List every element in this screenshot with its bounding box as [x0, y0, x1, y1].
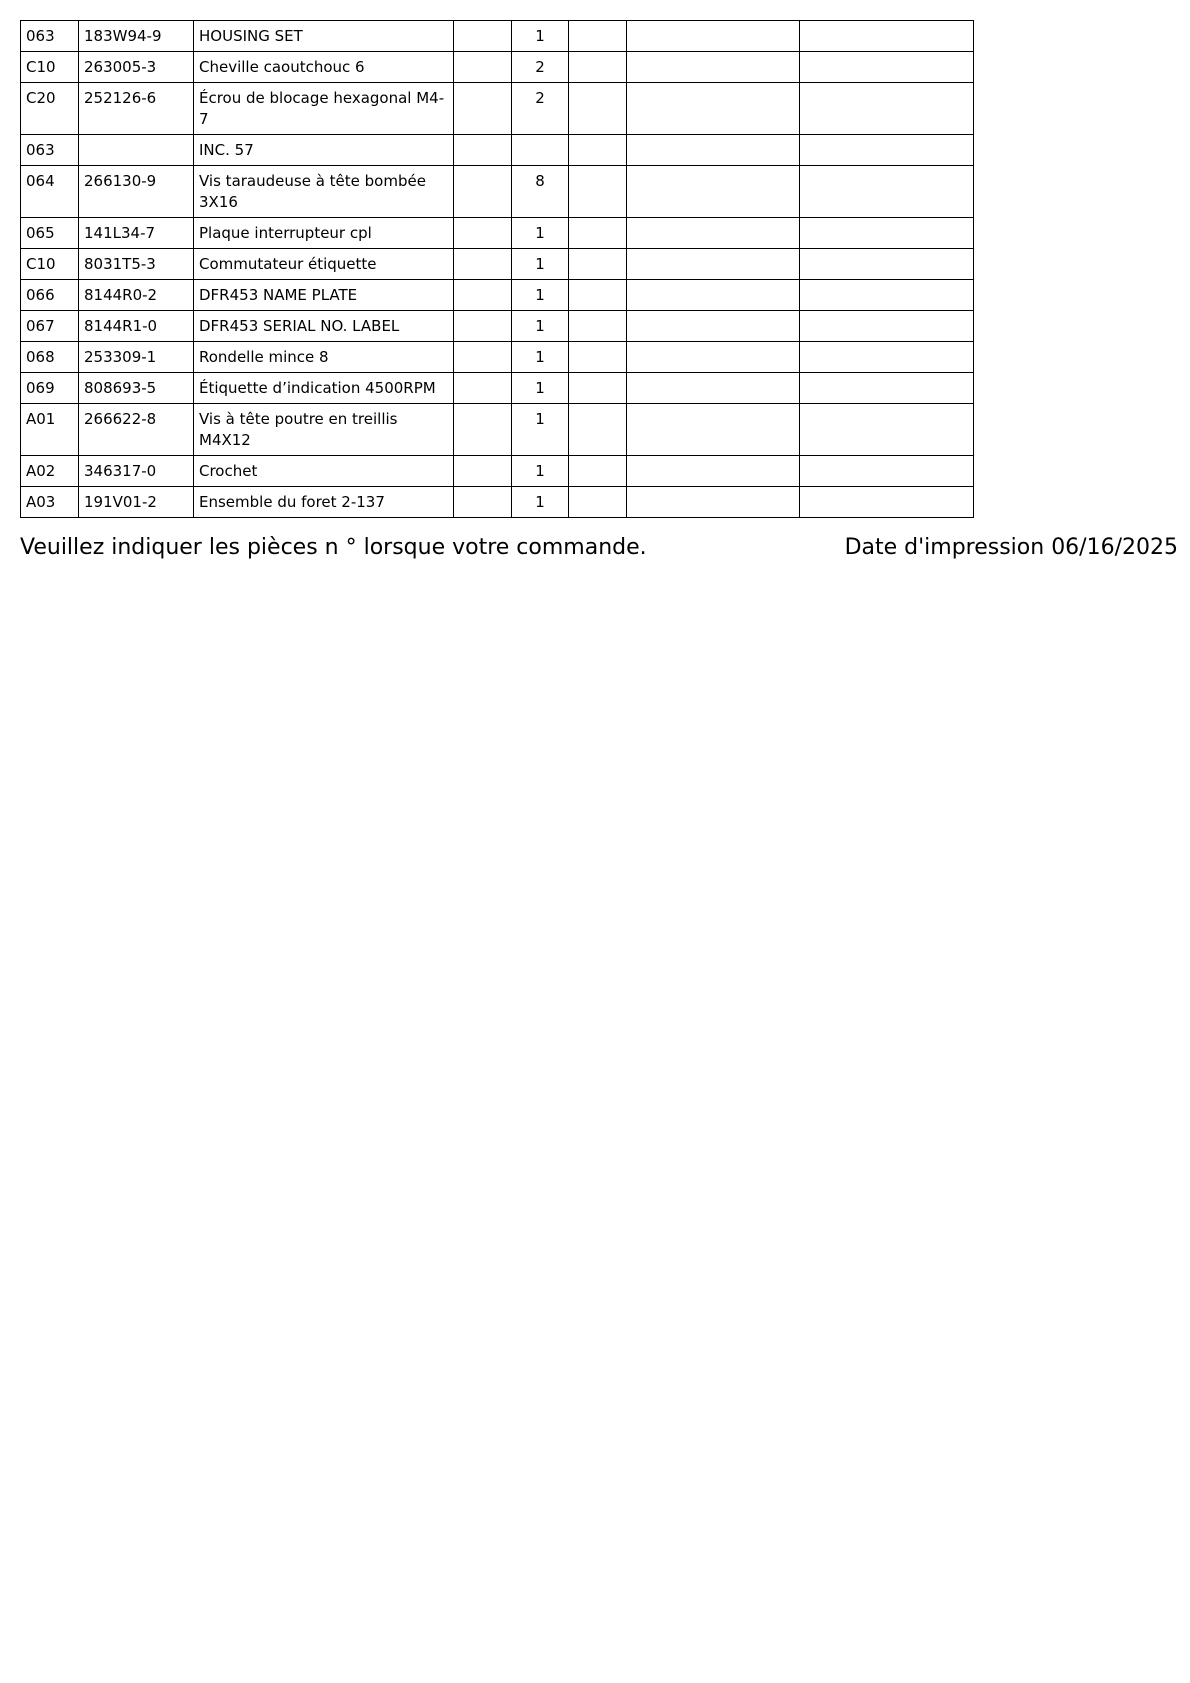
table-row: [21, 21, 974, 52]
description-cell: Rondelle mince 8: [194, 342, 454, 373]
ref-cell: A03: [21, 487, 79, 518]
ref-cell: 063: [21, 135, 79, 166]
ref-cell: C10: [21, 249, 79, 280]
blank-cell: [454, 456, 512, 487]
blank-cell: [627, 135, 800, 166]
quantity-cell: 1: [512, 280, 569, 311]
table-row: [21, 487, 974, 518]
ref-cell: 063: [21, 21, 79, 52]
blank-cell: [569, 52, 627, 83]
table-row: [21, 373, 974, 404]
blank-cell: [569, 404, 627, 456]
blank-cell: [800, 280, 974, 311]
blank-cell: [454, 373, 512, 404]
blank-cell: [800, 342, 974, 373]
blank-cell: [800, 21, 974, 52]
blank-cell: [454, 487, 512, 518]
blank-cell: [627, 249, 800, 280]
table-row: [21, 166, 974, 218]
part-number-cell: 263005-3: [79, 52, 194, 83]
blank-cell: [569, 249, 627, 280]
quantity-cell: 1: [512, 373, 569, 404]
table-row: [21, 342, 974, 373]
quantity-cell: 2: [512, 52, 569, 83]
quantity-cell: 1: [512, 404, 569, 456]
table-row: [21, 52, 974, 83]
blank-cell: [627, 311, 800, 342]
blank-cell: [800, 83, 974, 135]
table-row: [21, 311, 974, 342]
description-cell: Étiquette d’indication 4500RPM: [194, 373, 454, 404]
ref-cell: 065: [21, 218, 79, 249]
quantity-cell: 1: [512, 21, 569, 52]
blank-cell: [800, 218, 974, 249]
blank-cell: [627, 280, 800, 311]
description-cell: Commutateur étiquette: [194, 249, 454, 280]
description-cell: Écrou de blocage hexagonal M4-7: [194, 83, 454, 135]
blank-cell: [454, 280, 512, 311]
description-cell: Plaque interrupteur cpl: [194, 218, 454, 249]
table-row: [21, 218, 974, 249]
blank-cell: [454, 311, 512, 342]
quantity-cell: 1: [512, 249, 569, 280]
quantity-cell: 1: [512, 311, 569, 342]
blank-cell: [627, 456, 800, 487]
blank-cell: [800, 249, 974, 280]
ref-cell: 064: [21, 166, 79, 218]
blank-cell: [800, 166, 974, 218]
part-number-cell: 141L34-7: [79, 218, 194, 249]
part-number-cell: 266130-9: [79, 166, 194, 218]
blank-cell: [569, 280, 627, 311]
description-cell: INC. 57: [194, 135, 454, 166]
blank-cell: [569, 166, 627, 218]
blank-cell: [800, 404, 974, 456]
part-number-cell: 253309-1: [79, 342, 194, 373]
quantity-cell: 1: [512, 487, 569, 518]
blank-cell: [454, 218, 512, 249]
blank-cell: [569, 218, 627, 249]
description-cell: HOUSING SET: [194, 21, 454, 52]
ref-cell: 067: [21, 311, 79, 342]
blank-cell: [569, 135, 627, 166]
description-cell: Crochet: [194, 456, 454, 487]
blank-cell: [627, 404, 800, 456]
quantity-cell: 1: [512, 456, 569, 487]
part-number-cell: 266622-8: [79, 404, 194, 456]
part-number-cell: 808693-5: [79, 373, 194, 404]
ref-cell: 069: [21, 373, 79, 404]
blank-cell: [627, 373, 800, 404]
blank-cell: [569, 342, 627, 373]
blank-cell: [454, 342, 512, 373]
blank-cell: [800, 456, 974, 487]
quantity-cell: 1: [512, 342, 569, 373]
blank-cell: [569, 373, 627, 404]
blank-cell: [454, 52, 512, 83]
table-row: [21, 83, 974, 135]
table-row: [21, 280, 974, 311]
quantity-cell: [512, 135, 569, 166]
ref-cell: C20: [21, 83, 79, 135]
description-cell: Ensemble du foret 2-137: [194, 487, 454, 518]
blank-cell: [569, 21, 627, 52]
part-number-cell: [79, 135, 194, 166]
blank-cell: [627, 218, 800, 249]
blank-cell: [800, 373, 974, 404]
blank-cell: [454, 249, 512, 280]
blank-cell: [454, 21, 512, 52]
table-row: [21, 135, 974, 166]
part-number-cell: 8031T5-3: [79, 249, 194, 280]
blank-cell: [800, 135, 974, 166]
ref-cell: A02: [21, 456, 79, 487]
blank-cell: [800, 52, 974, 83]
quantity-cell: 8: [512, 166, 569, 218]
part-number-cell: 252126-6: [79, 83, 194, 135]
blank-cell: [627, 342, 800, 373]
parts-table: [20, 20, 974, 518]
blank-cell: [627, 83, 800, 135]
print-date: Date d'impression 06/16/2025: [844, 535, 1178, 560]
description-cell: DFR453 NAME PLATE: [194, 280, 454, 311]
table-row: [21, 249, 974, 280]
order-note: Veuillez indiquer les pièces n ° lorsque votre commande.: [20, 535, 647, 560]
blank-cell: [800, 311, 974, 342]
description-cell: Cheville caoutchouc 6: [194, 52, 454, 83]
part-number-cell: 8144R0-2: [79, 280, 194, 311]
blank-cell: [627, 487, 800, 518]
table-row: [21, 456, 974, 487]
blank-cell: [569, 487, 627, 518]
table-row: [21, 404, 974, 456]
blank-cell: [454, 166, 512, 218]
description-cell: Vis à tête poutre en treillis M4X12: [194, 404, 454, 456]
part-number-cell: 346317-0: [79, 456, 194, 487]
ref-cell: 068: [21, 342, 79, 373]
blank-cell: [800, 487, 974, 518]
blank-cell: [627, 166, 800, 218]
blank-cell: [454, 135, 512, 166]
description-cell: Vis taraudeuse à tête bombée 3X16: [194, 166, 454, 218]
description-cell: DFR453 SERIAL NO. LABEL: [194, 311, 454, 342]
blank-cell: [454, 83, 512, 135]
part-number-cell: 191V01-2: [79, 487, 194, 518]
quantity-cell: 2: [512, 83, 569, 135]
ref-cell: 066: [21, 280, 79, 311]
ref-cell: C10: [21, 52, 79, 83]
blank-cell: [454, 404, 512, 456]
blank-cell: [569, 311, 627, 342]
ref-cell: A01: [21, 404, 79, 456]
blank-cell: [569, 83, 627, 135]
quantity-cell: 1: [512, 218, 569, 249]
part-number-cell: 183W94-9: [79, 21, 194, 52]
part-number-cell: 8144R1-0: [79, 311, 194, 342]
blank-cell: [627, 52, 800, 83]
blank-cell: [569, 456, 627, 487]
blank-cell: [627, 21, 800, 52]
